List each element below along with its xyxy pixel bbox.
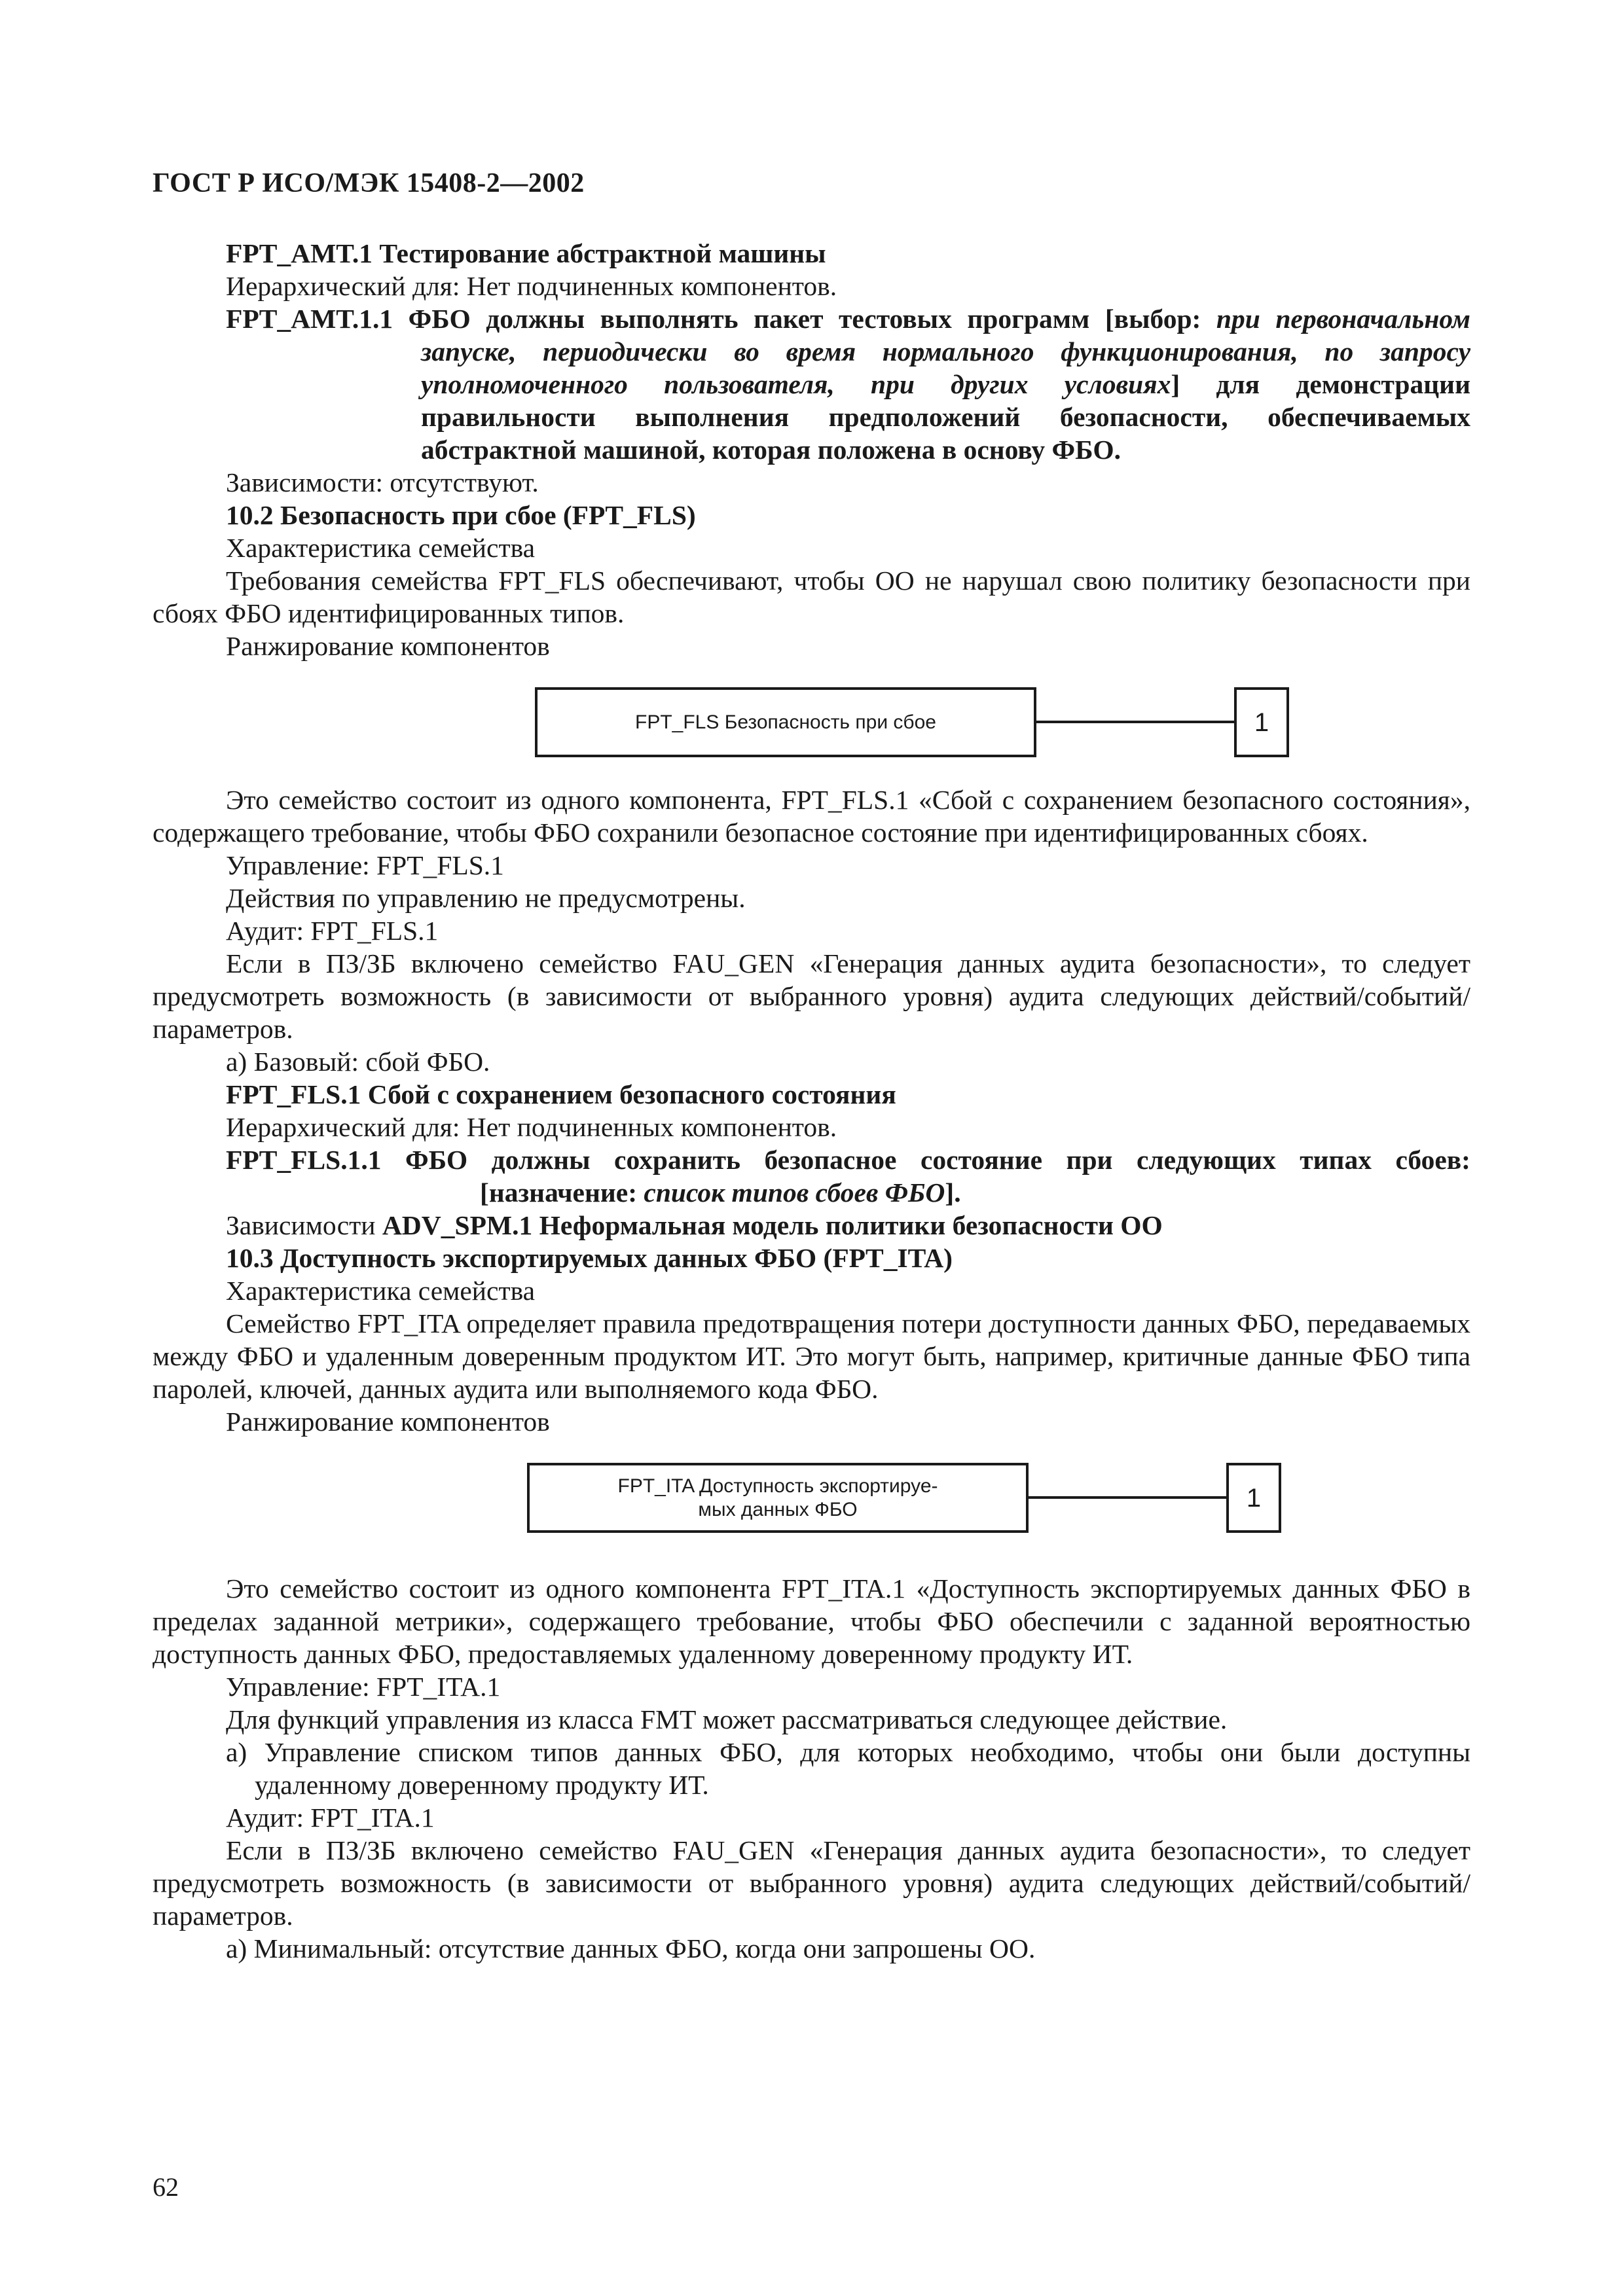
amt-element-text-1: ФБО должны выполнять пакет тестовых программ [выбор: <box>408 304 1216 334</box>
fls-management-text: Действия по управлению не предусмотрены. <box>226 883 746 913</box>
amt-element-text-2: ] для демонстрации правильности выполнения предположений безопасности, обеспечиваемых абстрактной машиной, которая положена в основу ФБО. <box>421 369 1470 465</box>
amt-element-selection: при первоначальном запуске, периодически во время нормального функционирования, по запросу уполномоченного пользователя, при других условиях <box>421 304 1470 399</box>
fls-dependencies-label: Зависимости <box>226 1210 382 1240</box>
ita-connector-line <box>1029 1496 1226 1499</box>
fls-section-title: 10.2 Безопасность при сбое (FPT_FLS) <box>226 500 696 530</box>
ita-family-box <box>527 1463 1029 1533</box>
fls-family-behaviour-text: Требования семейства FPT_FLS обеспечивают, чтобы ОО не нарушал свою политику безопасности при сбоях ФБО идентифицированных типов. <box>153 565 1470 628</box>
ita-levelling-label: Ранжирование компонентов <box>226 1407 550 1437</box>
fls-family-behaviour-label: Характеристика семейства <box>226 533 536 563</box>
fls-levelling-diagram <box>153 662 1470 783</box>
fls-element-assignment: список типов сбоев ФБО <box>644 1177 945 1208</box>
ita-family-behaviour-text: Семейство FPT_ITA определяет правила предотвращения потери доступности данных ФБО, передаваемых между ФБО и удаленным доверенным продуктом ИТ. Это могут быть, например, критичные данные ФБО типа паролей, ключей, данных аудита или выполняемого кода ФБО. <box>153 1308 1470 1404</box>
fls-element <box>153 1143 1470 1209</box>
fls-management-label: Управление: FPT_FLS.1 <box>226 850 504 880</box>
fls-family-box: FPT_FLS Безопасность при сбое <box>535 687 1036 757</box>
ita-audit-label: Аудит: FPT_ITA.1 <box>226 1803 435 1833</box>
fls-levelling-label: Ранжирование компонентов <box>226 631 550 661</box>
fls-level-box: 1 <box>1234 687 1289 757</box>
fls-audit-item-a: а) Базовый: сбой ФБО. <box>226 1047 490 1077</box>
ita-section-title: 10.3 Доступность экспортируемых данных ФБО (FPT_ITA) <box>226 1243 953 1273</box>
ita-family-box-line1: FPT_ITA Доступность экспортируе- <box>617 1475 938 1497</box>
fls-connector-line <box>1036 721 1234 723</box>
ita-summary: Это семейство состоит из одного компонента FPT_ITA.1 «Доступность экспортируемых данных ФБО в пределах заданной метрики», содержащего требование, чтобы ФБО обеспечили с заданной вероятностью доступность данных ФБО, предоставляемых удаленному доверенному продукту ИТ. <box>153 1573 1470 1669</box>
fls-hierarchical: Иерархический для: Нет подчиненных компонентов. <box>226 1112 837 1142</box>
fls-element-text-2: ]. <box>945 1177 961 1208</box>
page-number: 62 <box>153 2172 179 2202</box>
document-header: ГОСТ Р ИСО/МЭК 15408-2—2002 <box>153 168 585 198</box>
fls-component-title: FPT_FLS.1 Сбой с сохранением безопасного состояния <box>226 1079 896 1109</box>
fls-element-text-1: ФБО должны сохранить безопасное состояние при следующих типах сбоев: [назначение: <box>405 1145 1471 1208</box>
ita-audit-text: Если в ПЗ/ЗБ включено семейство FAU_GEN «Генерация данных аудита безопасности», то следует предусмотреть возможность (в зависимости от выбранного уровня) аудита следующих действий/событий/параметров. <box>153 1835 1470 1931</box>
document-body <box>153 237 1470 1965</box>
ita-family-behaviour-label: Характеристика семейства <box>226 1276 536 1306</box>
amt-component-title: FPT_AMT.1 Тестирование абстрактной машины <box>226 238 826 268</box>
amt-dependencies: Зависимости: отсутствуют. <box>226 467 539 497</box>
fls-audit-text: Если в ПЗ/ЗБ включено семейство FAU_GEN «Генерация данных аудита безопасности», то следует предусмотреть возможность (в зависимости от выбранного уровня) аудита следующих действий/событий/параметров. <box>153 948 1470 1044</box>
ita-management-label: Управление: FPT_ITA.1 <box>226 1672 501 1702</box>
fls-audit-label: Аудит: FPT_FLS.1 <box>226 916 439 946</box>
fls-dependencies <box>153 1209 1470 1242</box>
amt-element <box>153 302 1470 466</box>
ita-level-box: 1 <box>1226 1463 1281 1533</box>
amt-hierarchical: Иерархический для: Нет подчиненных компонентов. <box>226 271 837 301</box>
fls-element-id: FPT_FLS.1.1 <box>226 1145 382 1175</box>
ita-levelling-diagram <box>153 1438 1470 1572</box>
ita-management-text: Для функций управления из класса FMT может рассматриваться следующее действие. <box>226 1704 1228 1734</box>
ita-audit-item-a: а) Минимальный: отсутствие данных ФБО, когда они запрошены ОО. <box>226 1933 1036 1964</box>
amt-element-id: FPT_AMT.1.1 <box>226 304 393 334</box>
fls-summary: Это семейство состоит из одного компонента, FPT_FLS.1 «Сбой с сохранением безопасного состояния», содержащего требование, чтобы ФБО сохранили безопасное состояние при идентифицированных сбоях. <box>153 785 1470 848</box>
ita-management-item-a: а) Управление списком типов данных ФБО, для которых необходимо, чтобы они были доступны удаленному доверенному продукту ИТ. <box>226 1737 1470 1800</box>
ita-family-box-line2: мых данных ФБО <box>698 1498 858 1520</box>
fls-dependencies-value: ADV_SPM.1 Неформальная модель политики безопасности ОО <box>382 1210 1163 1240</box>
